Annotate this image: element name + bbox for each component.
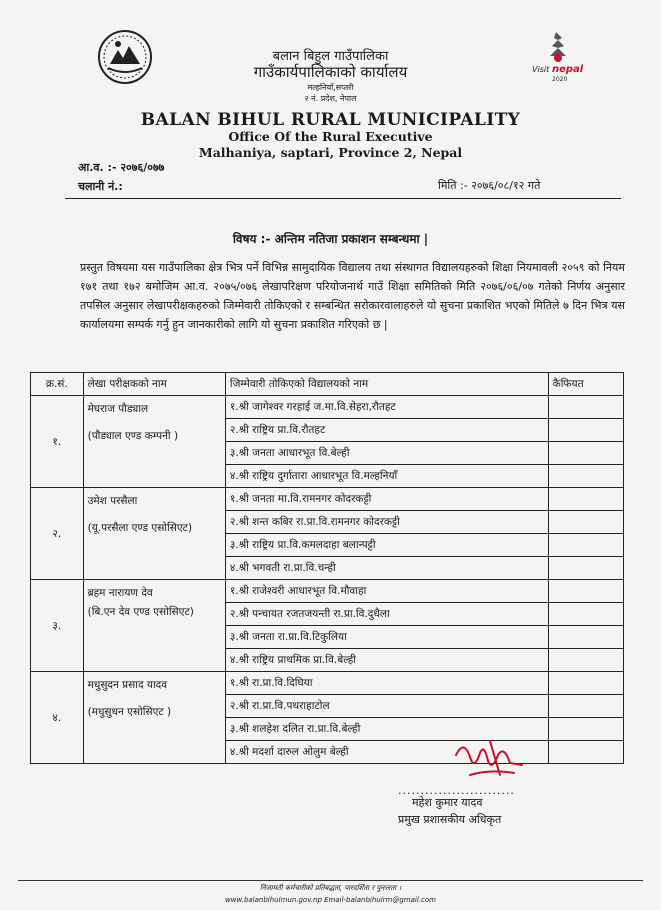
remarks-cell: [548, 741, 623, 764]
table-row: [31, 672, 624, 695]
remarks-cell: [548, 534, 623, 557]
auditor-firm: (मधुसुधन एसोसिएट ): [87, 706, 172, 718]
auditor-firm: (बि.एन देव एण्ड एसोसिएट): [87, 606, 194, 618]
remarks-cell: [548, 695, 623, 718]
auditor-cell: [83, 396, 225, 488]
auditor-cell: [83, 488, 225, 580]
auditor-name: मधुसुदन प्रसाद यादव: [87, 679, 168, 691]
header-np-municipality: बलान बिहुल गाउँपालिका: [272, 49, 389, 64]
auditor-firm: (पौड्याल एण्ड कम्पनी ): [87, 430, 179, 442]
auditor-cell: [83, 580, 225, 672]
letter-date: मिति :- २०७६/०८/१२ गते: [438, 179, 541, 192]
remarks-cell: [548, 672, 623, 695]
svg-text:Visit: Visit: [532, 65, 550, 74]
school-cell: १.श्री जनता मा.वि.रामनगर कोदरकट्टी: [225, 488, 548, 511]
header-np-office: गाउँकार्यपालिकाको कार्यालय: [253, 63, 408, 81]
letter-body: प्रस्तुत विषयमा यस गाउँपालिका क्षेत्र भित्र पर्ने विभिन्न सामुदायिक विद्यालय तथा संस्थागत विद्यालयहरुको शिक्षा नियमावली २०५९ को नियम १७१ तथा १७२ बमोजिम आ.व. २०७५/०७६ लेखापरिक्षण परियोजनार्थ गाउँ शिक्षा समितिको मिति २०७६/०६/०७ गतेको निर्णय अनुसार तपसिल अनुसार लेखापरीक्षकहरुको जिम्मेवारी तोकिएको र सम्बन्धित सरोकारवालाहरुले यो सुचना प्रकाशित भएको मितिले ७ दिन भित्र यस कार्यालयमा सम्पर्क गर्नु हुन जानकारीको लागि यो सुचना प्रकाशित गरिएको छ |: [80, 261, 625, 331]
school-cell: ३.श्री जनता आधारभूत वि.बेल्ही: [225, 442, 548, 465]
remarks-cell: [548, 718, 623, 741]
school-cell: ४.श्री राष्ट्रिय दुर्गातारा आधारभूत वि.मल्हनियाँ: [225, 465, 548, 488]
table-row: [31, 580, 624, 603]
school-cell: २.श्री शन्त कबिर रा.प्रा.वि.रामनगर कोदरकट्टी: [225, 511, 548, 534]
remarks-cell: [548, 626, 623, 649]
school-cell: २.श्री रा.प्रा.वि.पथराहाटोल: [225, 695, 548, 718]
header-auditor: लेखा परीक्षकको नाम: [83, 373, 225, 396]
dispatch-number: चलानी नं.:: [78, 180, 123, 193]
signatory-name: महेश कुमार यादव: [412, 796, 483, 809]
header-serial: क्र.सं.: [31, 373, 84, 396]
signatory-designation: प्रमुख प्रशासकीय अधिकृत: [398, 813, 502, 826]
school-cell: १.श्री राजेश्वरी आधारभूत वि.मौवाहा: [225, 580, 548, 603]
letter-subject: विषय :- अन्तिम नतिजा प्रकाशन सम्बन्धमा |: [232, 232, 429, 246]
auditor-firm: (यू.परसैला एण्ड एसोसिएट): [87, 522, 193, 534]
remarks-cell: [548, 442, 623, 465]
table-row: [31, 396, 624, 419]
remarks-cell: [548, 465, 623, 488]
remarks-cell: [548, 603, 623, 626]
serial-cell: २.: [31, 488, 84, 580]
remarks-cell: [548, 557, 623, 580]
handwritten-signature: [450, 735, 530, 785]
auditor-assignment-table: [30, 372, 624, 764]
school-cell: ३.श्री शलहेश दलित रा.प्रा.वि.बेल्ही: [225, 718, 548, 741]
header-school: जिम्मेवारी तोकिएको विद्यालयको नाम: [225, 373, 548, 396]
school-cell: ४.श्री भगवती रा.प्रा.वि.चन्ही: [225, 557, 548, 580]
school-cell: ४.श्री राष्ट्रिय प्राथमिक प्रा.वि.बेल्ही: [225, 649, 548, 672]
table-header-row: [31, 373, 624, 396]
svg-text:nepal: nepal: [552, 64, 584, 75]
header-np-province: २ नं. प्रदेश, नेपाल: [304, 94, 357, 103]
fiscal-year: आ.व. :- २०७६/०७७: [78, 161, 165, 174]
auditor-cell: [83, 672, 225, 764]
header-en-office: Office Of the Rural Executive: [228, 129, 433, 144]
table-row: [31, 488, 624, 511]
remarks-cell: [548, 419, 623, 442]
school-cell: ४.श्री मदर्शा दारुल ओलुम बेल्ही: [225, 741, 548, 764]
serial-cell: ३.: [31, 580, 84, 672]
auditor-name: मेघराज पौड्याल: [87, 403, 149, 415]
remarks-cell: [548, 511, 623, 534]
school-cell: १.श्री रा.प्रा.वि.दिघिया: [225, 672, 548, 695]
svg-text:2020: 2020: [552, 76, 568, 83]
auditor-name: ब्रहम नारायण देव: [87, 587, 153, 599]
serial-cell: १.: [31, 396, 84, 488]
header-remarks: कैफियत: [548, 373, 623, 396]
school-cell: २.श्री राष्ट्रिय प्रा.वि.रौतहट: [225, 419, 548, 442]
school-cell: २.श्री पन्चायत रजतजयन्ती रा.प्रा.वि.दुधैला: [225, 603, 548, 626]
remarks-cell: [548, 649, 623, 672]
school-cell: ३.श्री राष्ट्रिय प्रा.वि.कमलदाहा बलान्पट्टी: [225, 534, 548, 557]
serial-cell: ४.: [31, 672, 84, 764]
header-divider: [65, 198, 621, 199]
school-cell: ३.श्री जनता रा.प्रा.वि.टिकुलिया: [225, 626, 548, 649]
remarks-cell: [548, 488, 623, 511]
header-en-municipality: BALAN BIHUL RURAL MUNICIPALITY: [140, 110, 521, 130]
auditor-name: उमेश परसैला: [87, 495, 138, 507]
signature-line: ..........................: [398, 784, 515, 797]
header-en-address: Malhaniya, saptari, Province 2, Nepal: [198, 145, 463, 160]
remarks-cell: [548, 396, 623, 419]
footer-motto: निजामती कर्मचारीको प्रतिबद्धता, पारदर्शिता र पुनःलता ।: [259, 884, 402, 892]
remarks-cell: [548, 580, 623, 603]
footer-divider: [18, 880, 643, 881]
header-np-address: मल्हनियाँ,सप्तरी: [307, 83, 354, 92]
school-cell: १.श्री जागेश्वर गरहाई ज.मा.वि.सेहरा,रौतहट: [225, 396, 548, 419]
footer-contact: www.balanbihulmun.gov.np Email-balanbihulrm@gmail.com: [225, 896, 436, 904]
